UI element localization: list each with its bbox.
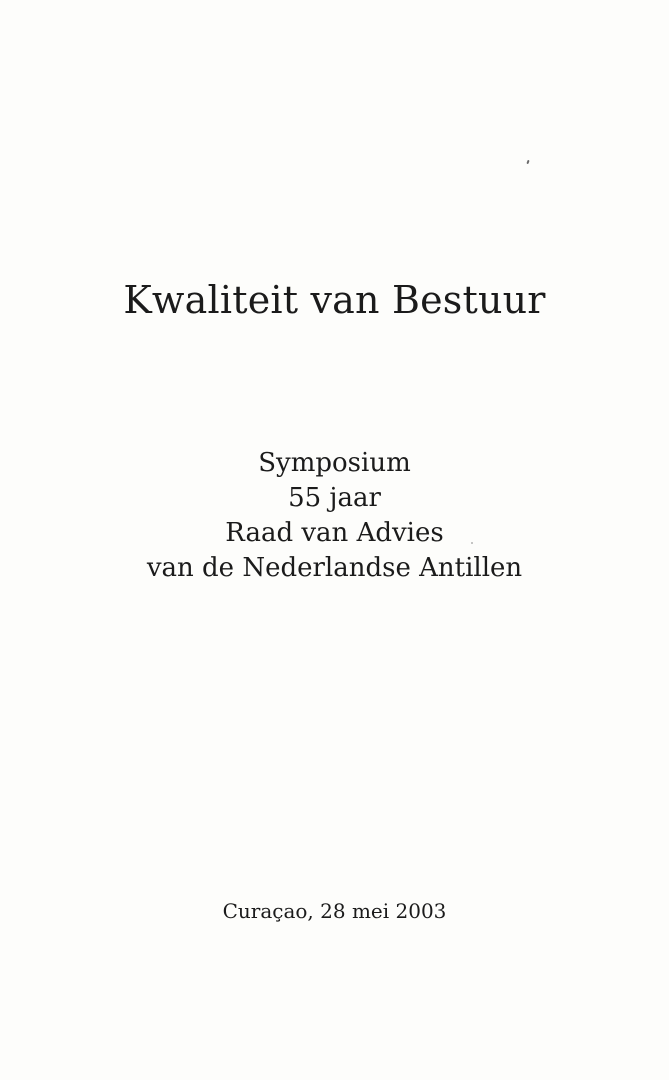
place-and-date: Curaçao, 28 mei 2003 <box>222 899 447 923</box>
document-title: Kwaliteit van Bestuur <box>123 278 546 322</box>
subtitle-line-event: Symposium <box>258 448 411 478</box>
scan-speck <box>526 160 529 164</box>
subtitle-line-country: van de Nederlandse Antillen <box>146 553 523 583</box>
subtitle-line-anniversary: 55 jaar <box>288 483 381 513</box>
subtitle-block <box>0 446 669 586</box>
subtitle-line-organization: Raad van Advies <box>225 518 444 548</box>
